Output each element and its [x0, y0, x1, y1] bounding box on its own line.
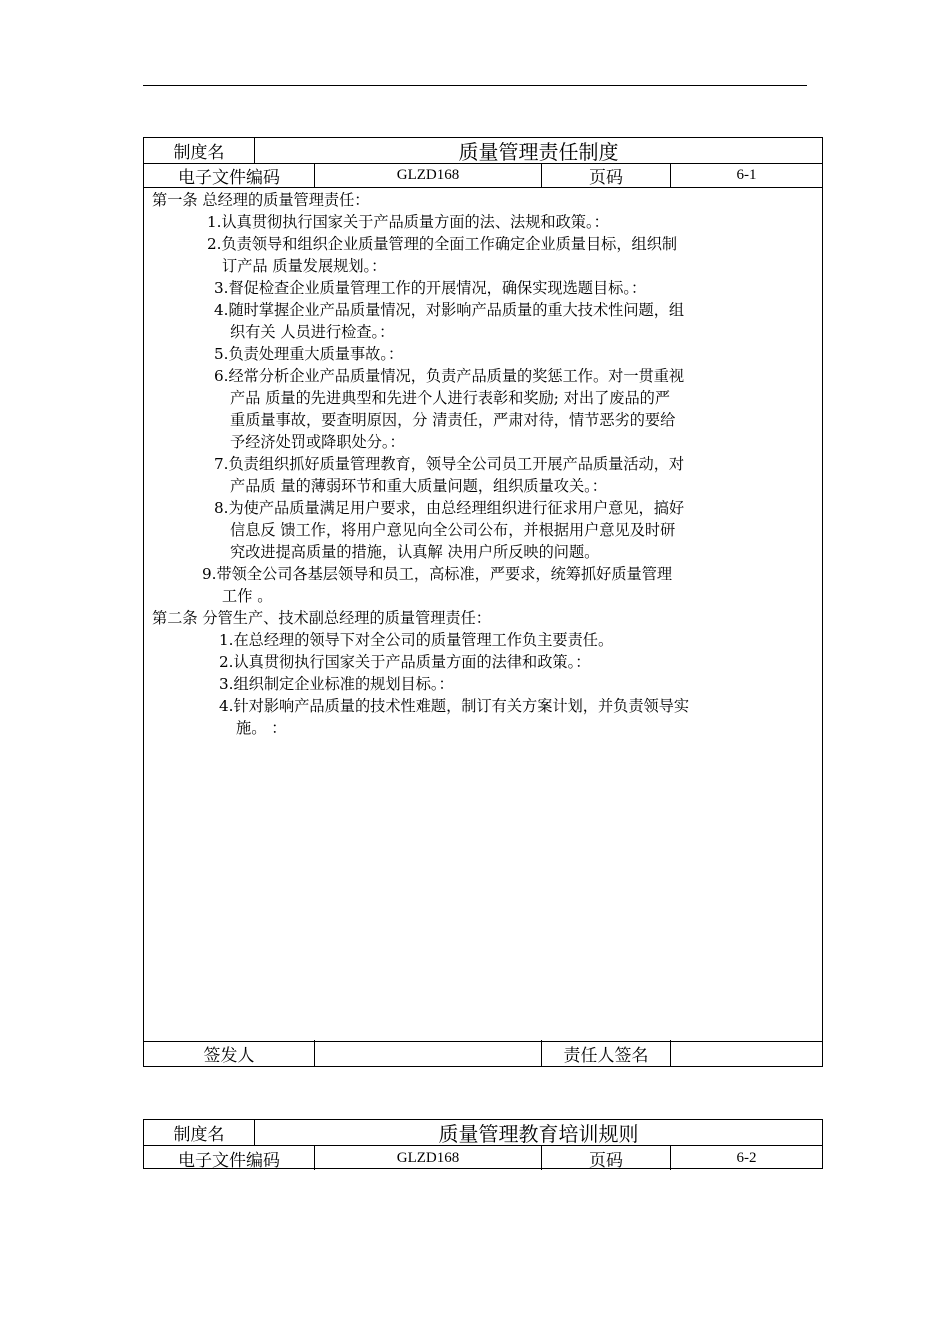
article-heading: 第一条 总经理的质量管理责任：: [152, 191, 370, 209]
clause-line: 重质量事故，要查明原因，分 清责任，严肃对待，情节恶劣的要给: [230, 411, 676, 429]
clause-line: 4.随时掌握企业产品质量情况，对影响产品质量的重大技术性问题，组: [214, 301, 685, 319]
code-row: [144, 164, 822, 188]
clause-line: 4.针对影响产品质量的技术性难题，制订有关方案计划，并负责领导实: [219, 697, 690, 715]
policy-title: 质量管理责任制度: [254, 138, 822, 163]
signer-label: 签发人: [203, 1045, 255, 1066]
clause-line: 6.经常分析企业产品质量情况，负责产品质量的奖惩工作。对一贯重视: [214, 367, 685, 385]
signer-field[interactable]: [314, 1040, 541, 1066]
clause-line: 予经济处罚或降职处分。：: [230, 433, 405, 451]
title-row: [144, 1120, 822, 1146]
code-row: [144, 1146, 822, 1170]
owner-signature-field[interactable]: [670, 1040, 822, 1066]
page-value: 6-2: [670, 1146, 822, 1170]
policy-name-label: 制度名: [173, 1125, 225, 1145]
page-value: 6-1: [670, 164, 822, 187]
policy-form-2: [143, 1119, 823, 1169]
clause-line: 1.认真贯彻执行国家关于产品质量方面的法、法规和政策。：: [207, 213, 609, 231]
page-label: 页码: [541, 1146, 670, 1170]
policy-body: [144, 188, 822, 1042]
clause-line: 9.带领全公司各基层领导和员工，高标准，严要求，统筹抓好质量管理: [202, 565, 673, 583]
clause-line: 订产品 质量发展规划。：: [222, 257, 387, 275]
clause-line: 2.负责领导和组织企业质量管理的全面工作确定企业质量目标，组织制: [207, 235, 678, 253]
title-row: [144, 138, 822, 164]
clause-line: 3.督促检查企业质量管理工作的开展情况，确保实现选题目标。：: [214, 279, 647, 297]
page-label: 页码: [541, 164, 670, 187]
policy-form-1: [143, 137, 823, 1067]
policy-title: 质量管理教育培训规则: [254, 1120, 822, 1145]
clause-line: 究改进提高质量的措施，认真解 决用户所反映的问题。: [230, 543, 600, 561]
file-code-value: GLZD168: [314, 1146, 541, 1170]
article-heading: 第二条 分管生产、技术副总经理的质量管理责任：: [152, 609, 491, 627]
clause-line: 产品 质量的先进典型和先进个人进行表彰和奖励; 对出了废品的严: [230, 389, 671, 407]
clause-line: 1.在总经理的领导下对全公司的质量管理工作负主要责任。: [219, 631, 614, 649]
clause-line: 3.组织制定企业标准的规划目标。：: [219, 675, 454, 693]
clause-line: 2.认真贯彻执行国家关于产品质量方面的法律和政策。：: [219, 653, 591, 671]
clause-line: 织有关 人员进行检查。：: [230, 323, 395, 341]
clause-line: 信息反 馈工作，将用户意见向全公司公布，并根据用户意见及时研: [230, 521, 676, 539]
file-code-value: GLZD168: [314, 164, 541, 187]
owner-signature-label: 责任人签名: [541, 1040, 670, 1066]
file-code-label: 电子文件编码: [178, 168, 280, 188]
clause-line: 5.负责处理重大质量事故。：: [214, 345, 404, 363]
clause-line: 7.负责组织抓好质量管理教育，领导全公司员工开展产品质量活动，对: [214, 455, 685, 473]
clause-line: 施。 ：: [236, 719, 287, 737]
clause-line: 产品质 量的薄弱环节和重大质量问题，组织质量攻关。：: [230, 477, 607, 495]
policy-name-label: 制度名: [173, 143, 225, 163]
clause-line: 工作 。: [222, 587, 273, 605]
signature-row: [144, 1040, 822, 1066]
header-rule: [143, 85, 807, 86]
file-code-label: 电子文件编码: [178, 1150, 280, 1171]
clause-line: 8.为使产品质量满足用户要求，由总经理组织进行征求用户意见，搞好: [214, 499, 685, 517]
